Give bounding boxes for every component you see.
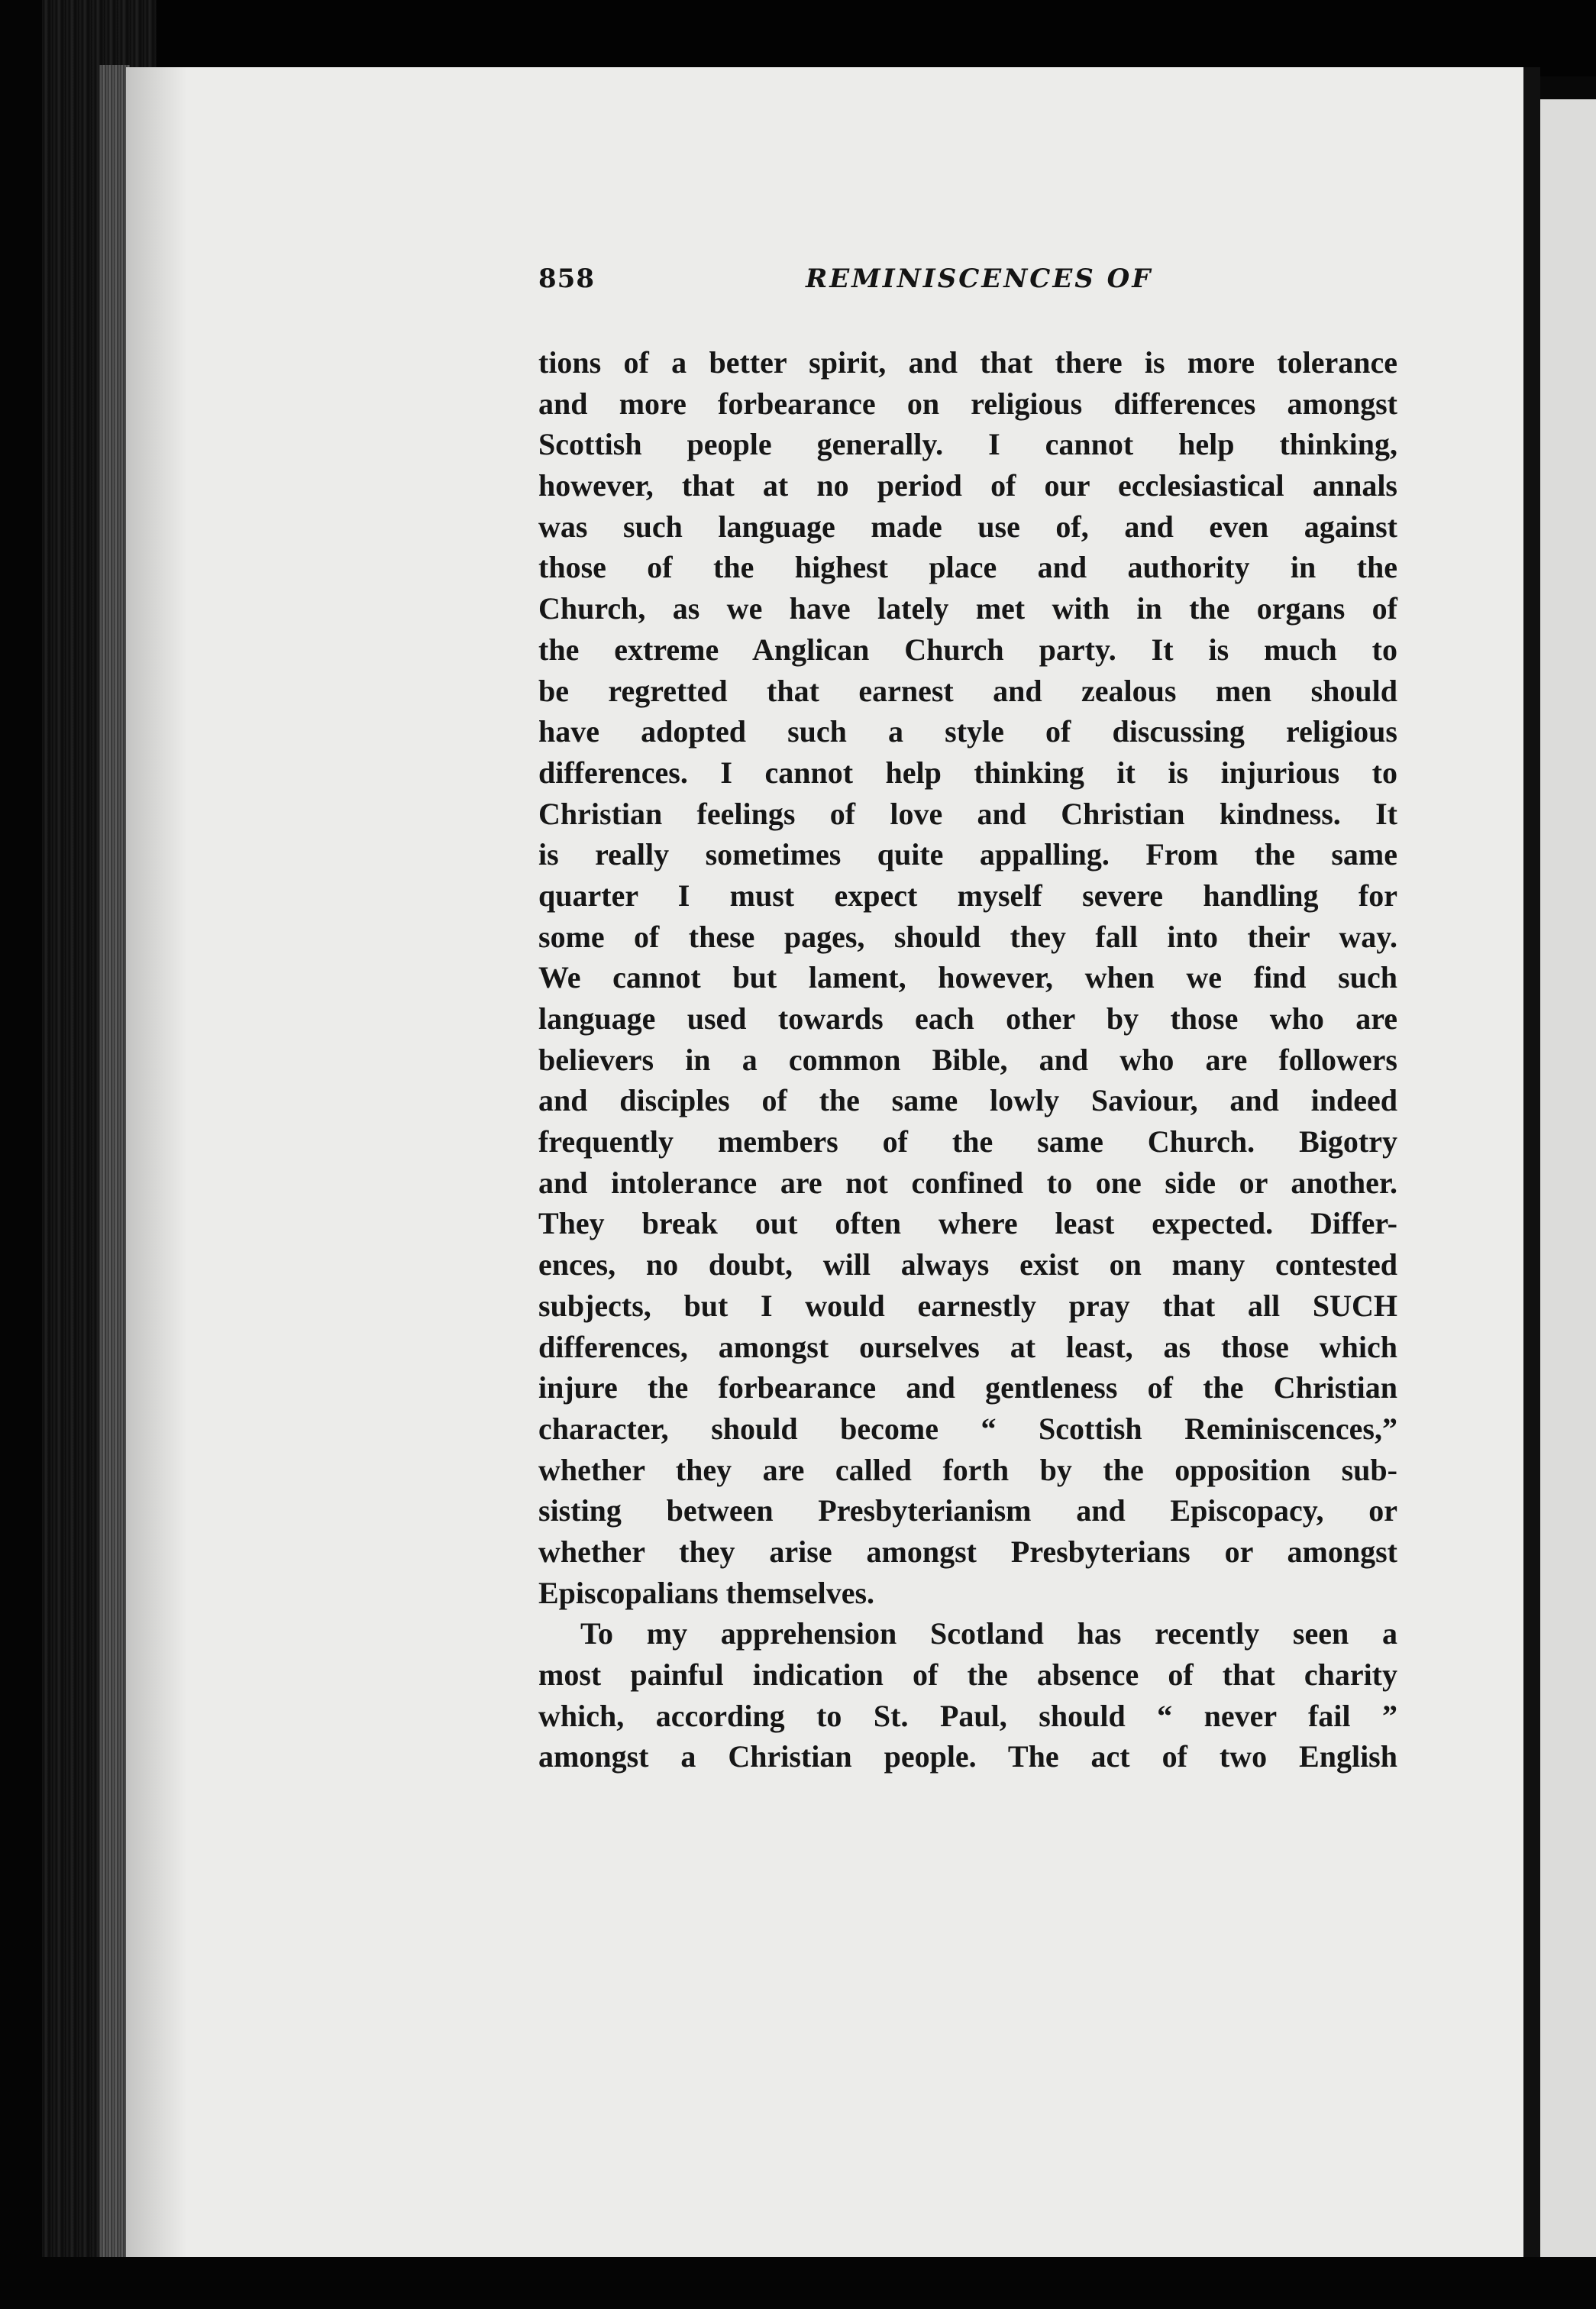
book-spine-shadow — [0, 0, 42, 2309]
page-number: 858 — [538, 264, 595, 294]
text-line: language used towards each other by those who are — [538, 1001, 1397, 1036]
page-edges — [99, 65, 130, 2265]
text-line: injure the forbearance and gentleness of the Christian — [538, 1370, 1397, 1405]
text-line: most painful indication of the absence of that charity — [538, 1657, 1397, 1692]
text-line: be regretted that earnest and zealous men should — [538, 673, 1397, 708]
text-line: whether they arise amongst Presbyterians or amongst — [538, 1534, 1397, 1569]
text-line: which, according to St. Paul, should “ never fail ” — [538, 1698, 1397, 1733]
text-line: have adopted such a style of discussing religious — [538, 714, 1397, 749]
text-line: and disciples of the same lowly Saviour, and indeed — [538, 1083, 1397, 1118]
running-head: REMINISCENCES OF — [806, 264, 1153, 294]
text-line: subjects, but I would earnestly pray that all SUCH — [538, 1288, 1397, 1323]
text-line: Christian feelings of love and Christian kindness. It — [538, 796, 1397, 831]
text-line: They break out often where least expected. Differ- — [538, 1206, 1397, 1241]
scan-border-bottom — [0, 2257, 1596, 2309]
text-line: is really sometimes quite appalling. From the same — [538, 837, 1397, 872]
text-line: differences, amongst ourselves at least, as those which — [538, 1329, 1397, 1364]
text-line: character, should become “ Scottish Reminiscences,” — [538, 1411, 1397, 1446]
text-line: Church, as we have lately met with in the organs of — [538, 591, 1397, 626]
text-line: ences, no doubt, will always exist on many contested — [538, 1247, 1397, 1282]
page-header — [538, 264, 1397, 309]
text-line: some of these pages, should they fall into their way. — [538, 919, 1397, 954]
text-line: quarter I must expect myself severe handling for — [538, 878, 1397, 913]
text-line: frequently members of the same Church. Bigotry — [538, 1124, 1397, 1159]
text-line: however, that at no period of our ecclesiastical annals — [538, 468, 1397, 503]
text-line: differences. I cannot help thinking it is injurious to — [538, 755, 1397, 790]
gutter-shadow — [126, 67, 187, 2267]
text-line: the extreme Anglican Church party. It is much to — [538, 632, 1397, 667]
text-line: whether they are called forth by the opposition sub- — [538, 1452, 1397, 1487]
text-line: sisting between Presbyterianism and Episcopacy, or — [538, 1493, 1397, 1528]
text-line: and more forbearance on religious differences amongst — [538, 386, 1397, 421]
text-line: believers in a common Bible, and who are followers — [538, 1042, 1397, 1077]
text-line: Episcopalians themselves. — [538, 1575, 875, 1610]
scan-border-top — [0, 0, 1596, 76]
page-divider — [1523, 67, 1540, 2267]
text-line: Scottish people generally. I cannot help thinking, — [538, 427, 1397, 462]
text-line: We cannot but lament, however, when we find such — [538, 960, 1397, 995]
body-text — [538, 342, 1397, 1777]
text-line: those of the highest place and authority in the — [538, 550, 1397, 585]
facing-page-edge — [1540, 99, 1596, 2261]
text-line: To my apprehension Scotland has recently seen a — [580, 1616, 1397, 1651]
text-line: amongst a Christian people. The act of two English — [538, 1739, 1397, 1774]
text-line: was such language made use of, and even against — [538, 509, 1397, 544]
text-line: and intolerance are not confined to one side or another. — [538, 1165, 1397, 1200]
text-line: tions of a better spirit, and that there is more tolerance — [538, 345, 1397, 380]
